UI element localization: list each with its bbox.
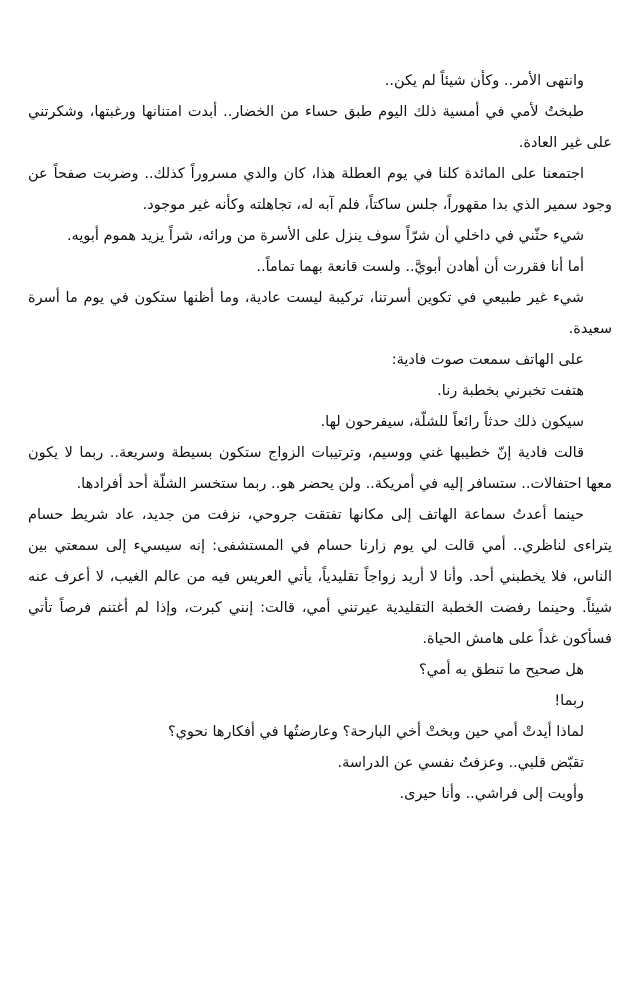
paragraph: قالت فادية إنّ خطيبها غني ووسيم، وترتيبات الزواج ستكون بسيطة وسريعة.. ربما لا يكون معها احتفالات.. ستسافر إليه في أمريكة.. ولن يحضر هو.. ربما ستخسر الشلّة أحد أفرادها.: [28, 445, 612, 492]
paragraph: شيء غير طبيعي في تكوين أسرتنا، تركيبة ليست عادية، وما أظنها ستكون في يوم ما أسرة سعيدة.: [28, 290, 612, 337]
paragraph: على الهاتف سمعت صوت فادية:: [391, 352, 584, 368]
paragraph: ربما!: [554, 693, 584, 709]
paragraph: لماذا أيدتْ أمي حين وبختْ أخي البارحة؟ وعارضتُها في أفكارها نحوي؟: [167, 724, 584, 740]
paragraph: تقبّض قلبي.. وعزفتُ نفسي عن الدراسة.: [337, 755, 584, 771]
paragraph: وأويت إلى فراشي.. وأنا حيرى.: [399, 786, 584, 802]
paragraph: حينما أعدتُ سماعة الهاتف إلى مكانها تفتقت جروحي، نزفت من جديد، عاد شريط حسام يتراءى لناظري.. أمي قالت لي يوم زارنا حسام في المستشفى: إنه سيسيء إلى سمعتي بين الناس، فلا يخطبني أحد. وأنا لا أريد زواجاً تقليدياً، يأتي العريس فيه من عالم الغيب، لا أعرف عنه شيئاً. وحينما رفضت الخطبة التقليدية عيرتني أمي، قالت: إنني كبرت، وإذا لم أغتنم فرصاً تأتي فسأكون غداً على هامش الحياة.: [28, 507, 612, 647]
paragraph: وانتهى الأمر.. وكأن شيئاً لم يكن..: [384, 73, 584, 89]
paragraph: أما أنا فقررت أن أهادن أبويَّ.. ولست قانعة بهما تماماً..: [256, 259, 584, 275]
paragraph: هتفت تخبرني بخطبة رنا.: [437, 383, 584, 399]
body-text: [28, 66, 612, 810]
paragraph: طبختُ لأمي في أمسية ذلك اليوم طبق حساء من الخضار.. أبدت امتنانها ورغبتها، وشكرتني على غير العادة.: [28, 104, 612, 151]
paragraph: سيكون ذلك حدثاً رائعاً للشلّة، سيفرحون لها.: [320, 414, 584, 430]
paragraph: هل صحيح ما تنطق به أمي؟: [418, 662, 584, 678]
paragraph: شيء حثّني في داخلي أن شرّاً سوف ينزل على الأسرة من ورائه، شراً يزيد هموم أبويه.: [66, 228, 584, 244]
paragraph: اجتمعنا على المائدة كلنا في يوم العطلة هذا، كان والدي مسروراً كذلك.. وضربت صفحاً عن وجود سمير الذي بدا مقهوراً، جلس ساكتاً، فلم آبه له، تجاهلته وكأنه غير موجود.: [28, 166, 612, 213]
